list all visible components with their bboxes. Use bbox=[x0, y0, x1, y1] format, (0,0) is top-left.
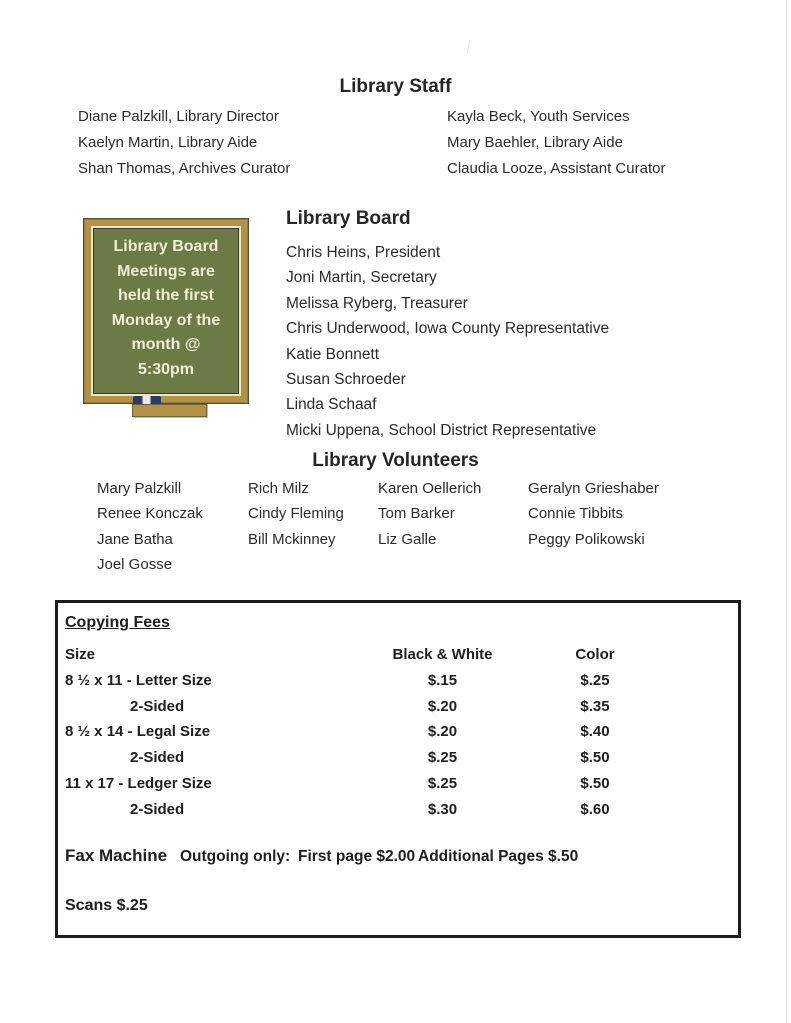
fee-color-price: $.25 bbox=[580, 671, 610, 689]
fax-additional-pages-price: Additional Pages $.50 bbox=[418, 848, 579, 865]
chalkboard-frame bbox=[83, 218, 249, 404]
fees-header-bw: Black & White bbox=[392, 646, 493, 663]
board-section-title: Library Board bbox=[286, 208, 411, 229]
volunteer-name: Joel Gosse bbox=[97, 555, 173, 573]
library-board-sign bbox=[83, 218, 255, 420]
sign-text-line: Library Board bbox=[113, 238, 219, 255]
fee-color-price: $.40 bbox=[580, 723, 610, 741]
fee-bw-price: $.25 bbox=[427, 749, 458, 767]
fee-bw-price: $.30 bbox=[427, 800, 458, 818]
staff-member: Kaelyn Martin, Library Aide bbox=[78, 134, 258, 151]
fee-size-label: 2-Sided bbox=[130, 697, 185, 715]
fee-size-label: 8 ½ x 11 - Letter Size bbox=[65, 671, 212, 689]
fee-color-price: $.50 bbox=[580, 774, 610, 792]
fee-bw-price: $.20 bbox=[427, 723, 458, 741]
fees-header-row bbox=[65, 642, 738, 668]
fee-bw-price: $.20 bbox=[427, 697, 458, 715]
chalkboard-surface bbox=[91, 226, 241, 396]
sign-text-line: Monday of the bbox=[111, 311, 221, 329]
fees-title: Copying Fees bbox=[65, 614, 170, 631]
fee-size-label: 2-Sided bbox=[130, 749, 185, 767]
volunteers-column-2 bbox=[248, 476, 344, 552]
volunteer-name: Geralyn Grieshaber bbox=[528, 480, 659, 497]
volunteer-name: Mary Palzkill bbox=[97, 480, 182, 497]
fee-size-label: 2-Sided bbox=[130, 800, 185, 818]
board-member: Susan Schroeder bbox=[286, 371, 406, 389]
fee-bw-price: $.25 bbox=[427, 774, 458, 792]
copying-fees-box bbox=[55, 600, 741, 938]
sign-text-line: month @ bbox=[131, 336, 201, 353]
board-member: Linda Schaaf bbox=[286, 396, 377, 414]
fee-color-price: $.60 bbox=[580, 800, 610, 818]
volunteer-name: Peggy Polikowski bbox=[528, 530, 645, 548]
fee-row bbox=[65, 719, 738, 745]
volunteer-name: Jane Batha bbox=[97, 530, 173, 548]
fee-color-price: $.50 bbox=[580, 749, 610, 767]
sign-text-line: Meetings are bbox=[117, 262, 215, 280]
sign-text-line: held the first bbox=[117, 287, 214, 304]
fee-row bbox=[65, 745, 738, 771]
staff-column-right bbox=[447, 104, 665, 182]
staff-section-title: Library Staff bbox=[339, 76, 452, 97]
fax-machine-row bbox=[58, 846, 738, 870]
staff-list bbox=[78, 104, 665, 182]
fee-color-price: $.35 bbox=[580, 697, 610, 715]
volunteer-name: Cindy Fleming bbox=[248, 505, 344, 523]
fee-row bbox=[65, 668, 738, 694]
volunteers-column-1 bbox=[97, 476, 203, 577]
staff-member: Mary Baehler, Library Aide bbox=[447, 134, 623, 151]
board-member: Chris Heins, President bbox=[286, 244, 441, 261]
volunteers-section-title: Library Volunteers bbox=[312, 450, 479, 471]
sign-text-line: 5:30pm bbox=[137, 360, 195, 378]
staff-member: Shan Thomas, Archives Curator bbox=[78, 160, 291, 177]
volunteer-name: Renee Konczak bbox=[97, 505, 203, 523]
fee-bw-price: $.15 bbox=[427, 671, 458, 689]
board-member: Katie Bonnett bbox=[286, 345, 380, 363]
fee-size-label: 11 x 17 - Ledger Size bbox=[65, 774, 212, 792]
volunteers-column-4 bbox=[528, 476, 659, 552]
volunteer-name: Tom Barker bbox=[378, 505, 455, 523]
volunteer-name: Rich Milz bbox=[248, 480, 309, 497]
staff-member: Diane Palzkill, Library Director bbox=[78, 108, 279, 125]
scan-edge-line bbox=[786, 0, 787, 1023]
board-section bbox=[286, 206, 609, 443]
fax-outgoing-note: Outgoing only: bbox=[180, 848, 291, 865]
fees-header-color: Color bbox=[575, 646, 615, 663]
staff-member: Kayla Beck, Youth Services bbox=[447, 108, 630, 125]
fee-row bbox=[65, 797, 738, 823]
fee-row bbox=[65, 694, 738, 720]
chalkboard-tray bbox=[132, 404, 207, 417]
fee-size-label: 8 ½ x 14 - Legal Size bbox=[65, 723, 211, 741]
volunteer-name: Bill Mckinney bbox=[248, 530, 336, 548]
fax-first-page-price: First page $2.00 bbox=[298, 848, 416, 865]
staff-column-left bbox=[78, 104, 447, 182]
fee-row bbox=[65, 771, 738, 797]
board-member: Melissa Ryberg, Treasurer bbox=[286, 294, 468, 312]
staff-member: Claudia Looze, Assistant Curator bbox=[447, 160, 666, 177]
scan-artifact bbox=[458, 39, 470, 53]
board-member: Micki Uppena, School District Representative bbox=[286, 421, 597, 439]
volunteer-name: Karen Oellerich bbox=[378, 480, 482, 497]
volunteer-name: Liz Galle bbox=[378, 530, 437, 548]
board-member: Joni Martin, Secretary bbox=[286, 269, 437, 287]
volunteer-name: Connie Tibbits bbox=[528, 505, 624, 523]
scans-price: Scans $.25 bbox=[65, 897, 148, 914]
fax-machine-label: Fax Machine bbox=[65, 846, 168, 865]
fees-header-size: Size bbox=[65, 646, 96, 663]
board-member: Chris Underwood, Iowa County Representative bbox=[286, 320, 610, 338]
volunteers-column-3 bbox=[378, 476, 481, 552]
